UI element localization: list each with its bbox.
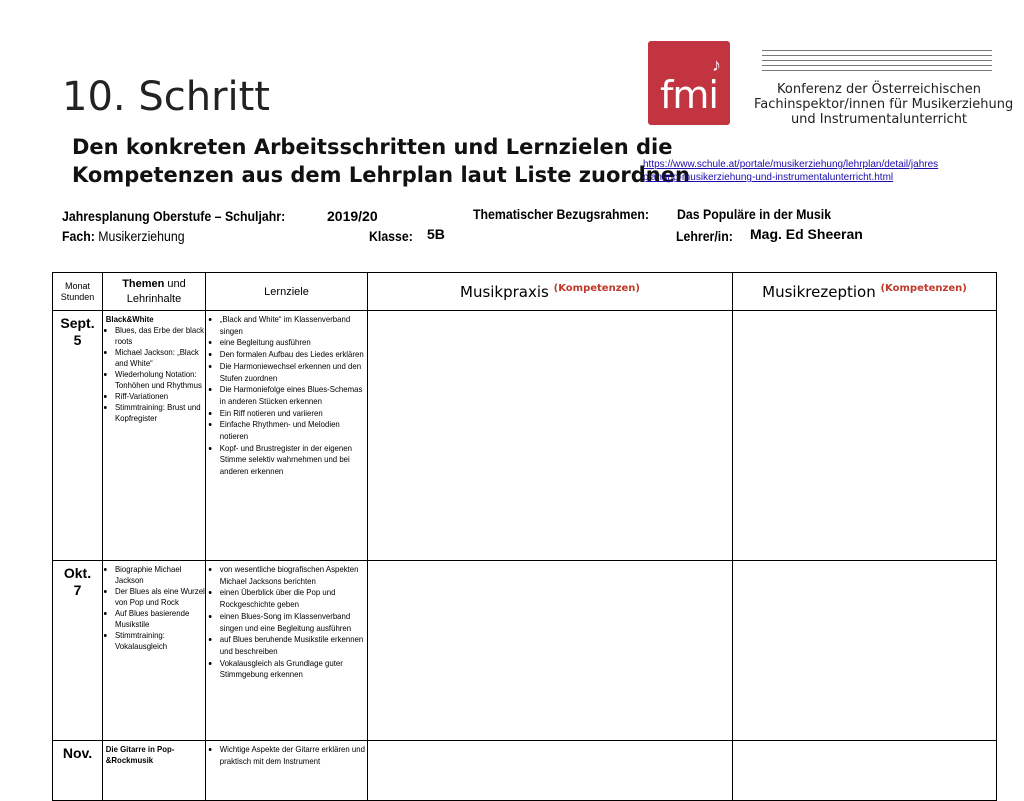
themes-cell [103,741,206,801]
month-label: Nov. [62,745,93,761]
theme-title: Black&White [105,314,154,324]
jahresplanung-table [52,272,997,801]
goals-cell [206,311,368,561]
org-line-2: Fachinspektor/innen für Musikerziehung [754,97,1014,112]
goal-item: • Vokalausgleich als Grundlage guter Stimmgebung erkennen [220,658,369,681]
header-themen-bold: Themen [122,277,165,290]
hours-label: 5 [73,332,82,348]
lehrer-label: Lehrer/in: [676,228,733,244]
musikpraxis-cell[interactable] [368,741,733,801]
header-musikrezeption [733,273,997,311]
goal-item: • einen Blues-Song im Klassenverband singen und eine Begleitung ausführen [220,611,369,634]
lehrer-value: Mag. Ed Sheeran [750,226,863,242]
table-body [53,311,997,801]
theme-title: Die Gitarre in Pop- &Rockmusik [105,744,175,765]
klasse-label: Klasse: [369,228,413,244]
month-label: Sept. [60,315,95,331]
slide-subtitle [72,133,690,189]
subtitle-line-2: Kompetenzen aus dem Lehrplan laut Liste zuordnen [72,163,690,187]
thema-label: Thematischer Bezugsrahmen: [473,206,649,222]
goal-item: • einen Überblick über die Pop und Rockgeschichte geben [220,587,369,610]
goal-item: • Die Harmoniefolge eines Blues-Schemas in anderen Stücken erkennen [220,384,369,407]
table-row [53,741,997,801]
goals-cell [206,741,368,801]
musikpraxis-cell[interactable] [368,561,733,741]
header-themen-line-2: Lehrinhalte [126,292,182,305]
goal-item: • Wichtige Aspekte der Gitarre erklären und praktisch mit dem Instrument [220,744,369,767]
table-row [53,561,997,741]
musikpraxis-cell[interactable] [368,311,733,561]
thema-value: Das Populäre in der Musik [677,206,832,222]
header-lernziele: Lernziele [206,273,368,311]
header-musikrezeption-label: Musikrezeption [762,282,876,301]
theme-item: • Stimmtraining: Brust und Kopfregister [115,402,207,424]
month-cell [53,561,103,741]
header-themen [103,273,206,311]
fmi-logo [648,41,730,125]
themes-cell [103,561,206,741]
header-monat-line-1: Monat [64,280,90,291]
theme-item: • Auf Blues basierende Musikstile [115,608,207,630]
goal-item: • von wesentliche biografischen Aspekten Michael Jacksons berichten [220,564,369,587]
table-header-row [53,273,997,311]
staff-lines-decoration [762,50,992,76]
month-cell [53,311,103,561]
lehrplan-link[interactable] [643,158,938,184]
theme-item: • Stimmtraining: Vokalausgleich [115,630,207,652]
theme-item: • Riff-Variationen [115,391,207,402]
musikrezeption-cell[interactable] [733,561,997,741]
fach-label: Fach: [62,228,95,244]
theme-item: • Der Blues als eine Wurzel von Pop und Rock [115,586,207,608]
link-line-2[interactable]: planung-musikerziehung-und-instrumentalunterricht.html [643,172,894,183]
org-line-3: und Instrumentalunterricht [790,112,968,127]
month-label: Okt. [63,565,92,581]
fach-row [62,228,185,244]
header-monat-line-2: Stunden [60,291,95,302]
organization-name [754,82,1014,127]
header-musikpraxis-kompetenzen: (Kompetenzen) [553,282,640,294]
goal-item: • eine Begleitung ausführen [220,337,369,349]
theme-item: • Blues, das Erbe der black roots [115,325,207,347]
goal-item: • „Black and White“ im Klassenverband singen [220,314,369,337]
goal-item: • Die Harmoniewechsel erkennen und den Stufen zuordnen [220,361,369,384]
subtitle-line-1: Den konkreten Arbeitsschritten und Lernzielen die [72,135,673,159]
header-monat [53,273,103,311]
month-cell [53,741,103,801]
goals-cell [206,561,368,741]
theme-item: • Wiederholung Notation: Tonhöhen und Rhythmus [115,369,207,391]
slide-title: 10. Schritt [62,74,270,120]
goal-item: • Den formalen Aufbau des Liedes erklären [220,349,369,361]
klasse-value: 5B [427,226,445,242]
link-line-1[interactable]: https://www.schule.at/portale/musikerziehung/lehrplan/detail/jahres [643,159,939,170]
fach-value: Musikerziehung [98,228,185,244]
org-line-1: Konferenz der Österreichischen [777,82,981,97]
goal-item: • Einfache Rhythmen- und Melodien notieren [220,419,369,442]
goal-item: • Ein Riff notieren und variieren [220,408,369,420]
theme-item: • Biographie Michael Jackson [115,564,207,586]
header-themen-rest: und [164,277,186,290]
musikrezeption-cell[interactable] [733,311,997,561]
music-note-icon: ♪ [712,55,721,75]
header-musikrezeption-kompetenzen: (Kompetenzen) [880,282,967,294]
schuljahr-value: 2019/20 [327,208,378,224]
header-musikpraxis-label: Musikpraxis [460,282,549,301]
hours-label: 7 [73,582,82,598]
table-row [53,311,997,561]
goal-item: • auf Blues beruhende Musikstile erkennen und beschreiben [220,634,369,657]
jahresplanung-label: Jahresplanung Oberstufe – Schuljahr: [62,208,286,224]
theme-item: • Michael Jackson: „Black and White“ [115,347,207,369]
themes-cell [103,311,206,561]
goal-item: • Kopf- und Brustregister in der eigenen Stimme selektiv wahrnehmen und bei anderen erkennen [220,443,369,478]
header-musikpraxis [368,273,733,311]
fmi-logo-text: fmi [660,73,718,117]
musikrezeption-cell[interactable] [733,741,997,801]
